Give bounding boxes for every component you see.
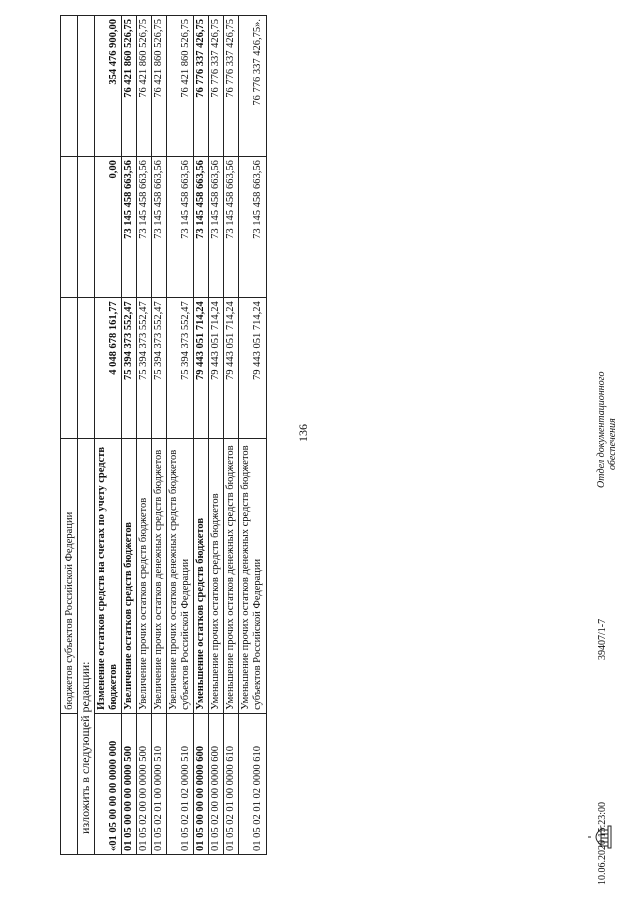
row-value-2021: 76 776 337 426,75 bbox=[194, 16, 209, 157]
row-value-2020: 73 145 458 663,56 bbox=[239, 157, 266, 298]
row-code: 01 05 02 01 00 0000 510 bbox=[152, 713, 167, 854]
table-row bbox=[94, 16, 121, 855]
row-name: Увеличение прочих остатков денежных средств бюджетов субъектов Российской Федерации bbox=[167, 439, 194, 713]
footer-doc-code: 39407/1-7 bbox=[597, 618, 608, 660]
row-value-2019: 79 443 051 714,24 bbox=[194, 298, 209, 439]
row-value-2020: 73 145 458 663,56 bbox=[152, 157, 167, 298]
row-value-2019: 75 394 373 552,47 bbox=[152, 298, 167, 439]
row-value-2021: 76 776 337 426,75». bbox=[239, 16, 266, 157]
row-value-2020: 73 145 458 663,56 bbox=[194, 157, 209, 298]
row-code: 01 05 00 00 00 0000 500 bbox=[121, 713, 136, 854]
table-row bbox=[152, 16, 167, 855]
row-value-2020: 73 145 458 663,56 bbox=[224, 157, 239, 298]
row-name: Уменьшение прочих остатков денежных средств бюджетов bbox=[224, 439, 239, 713]
row-value-2020: 73 145 458 663,56 bbox=[136, 157, 151, 298]
row-code: 01 05 02 01 00 0000 610 bbox=[224, 713, 239, 854]
table-row bbox=[136, 16, 151, 855]
row-value-2021: 76 421 860 526,75 bbox=[167, 16, 194, 157]
row-code: 01 05 02 00 00 0000 600 bbox=[209, 713, 224, 854]
row-value-2019: 75 394 373 552,47 bbox=[121, 298, 136, 439]
row-value-2021: 76 421 860 526,75 bbox=[121, 16, 136, 157]
row-value-2020: 73 145 458 663,56 bbox=[167, 157, 194, 298]
row-name: Увеличение прочих остатков денежных средств бюджетов bbox=[152, 439, 167, 713]
table-row bbox=[167, 16, 194, 855]
duma-seal-icon bbox=[585, 820, 619, 854]
row-name: Увеличение остатков средств бюджетов bbox=[121, 439, 136, 713]
row-value-2019: 75 394 373 552,47 bbox=[167, 298, 194, 439]
row-value-2021: 76 776 337 426,75 bbox=[224, 16, 239, 157]
row-value-2020: 73 145 458 663,56 bbox=[209, 157, 224, 298]
row-name: Увеличение прочих остатков средств бюджетов bbox=[136, 439, 151, 713]
table-row bbox=[209, 16, 224, 855]
row-value-2020: 0,00 bbox=[94, 157, 121, 298]
row-value-2019: 79 443 051 714,24 bbox=[209, 298, 224, 439]
instruction-row bbox=[78, 16, 95, 855]
instruction-text: изложить в следующей редакции: bbox=[78, 439, 95, 855]
table-row bbox=[239, 16, 266, 855]
row-value-2021: 354 476 900,00 bbox=[94, 16, 121, 157]
row-value-2019: 79 443 051 714,24 bbox=[224, 298, 239, 439]
row-value-2021: 76 776 337 426,75 bbox=[209, 16, 224, 157]
row-value-2021: 76 421 860 526,75 bbox=[152, 16, 167, 157]
footer-datetime: 10.06.2020 15:23:00 bbox=[597, 801, 608, 885]
row-value-2019: 4 048 678 161,77 bbox=[94, 298, 121, 439]
row-code: «01 05 00 00 00 0000 000 bbox=[94, 713, 121, 854]
row-value-2019: 79 443 051 714,24 bbox=[239, 298, 266, 439]
row-name: Уменьшение прочих остатков средств бюджетов bbox=[209, 439, 224, 713]
row-code: 01 05 00 00 00 0000 600 bbox=[194, 713, 209, 854]
budget-table bbox=[60, 15, 267, 855]
row-code: 01 05 02 00 00 0000 500 bbox=[136, 713, 151, 854]
table-row bbox=[194, 16, 209, 855]
table-row bbox=[121, 16, 136, 855]
footer-department: Отдел документационного bbox=[596, 371, 607, 488]
row-value-2019: 75 394 373 552,47 bbox=[136, 298, 151, 439]
row-name: Уменьшение остатков средств бюджетов bbox=[194, 439, 209, 713]
row-name: Изменение остатков средств на счетах по учету средств бюджетов bbox=[94, 439, 121, 713]
row-value-2021: 76 421 860 526,75 bbox=[136, 16, 151, 157]
row-name: Уменьшение прочих остатков денежных средств бюджетов субъектов Российской Федерации bbox=[239, 439, 266, 713]
row-value-2020: 73 145 458 663,56 bbox=[121, 157, 136, 298]
table-row bbox=[224, 16, 239, 855]
row-code: 01 05 02 01 02 0000 510 bbox=[167, 713, 194, 854]
row-code: 01 05 02 01 02 0000 610 bbox=[239, 713, 266, 854]
table-row bbox=[61, 16, 78, 855]
page-number: 136 bbox=[296, 424, 310, 442]
footer-department-line2: обеспечения bbox=[607, 418, 618, 470]
table-cell: бюджетов субъектов Российской Федерации bbox=[61, 439, 78, 713]
